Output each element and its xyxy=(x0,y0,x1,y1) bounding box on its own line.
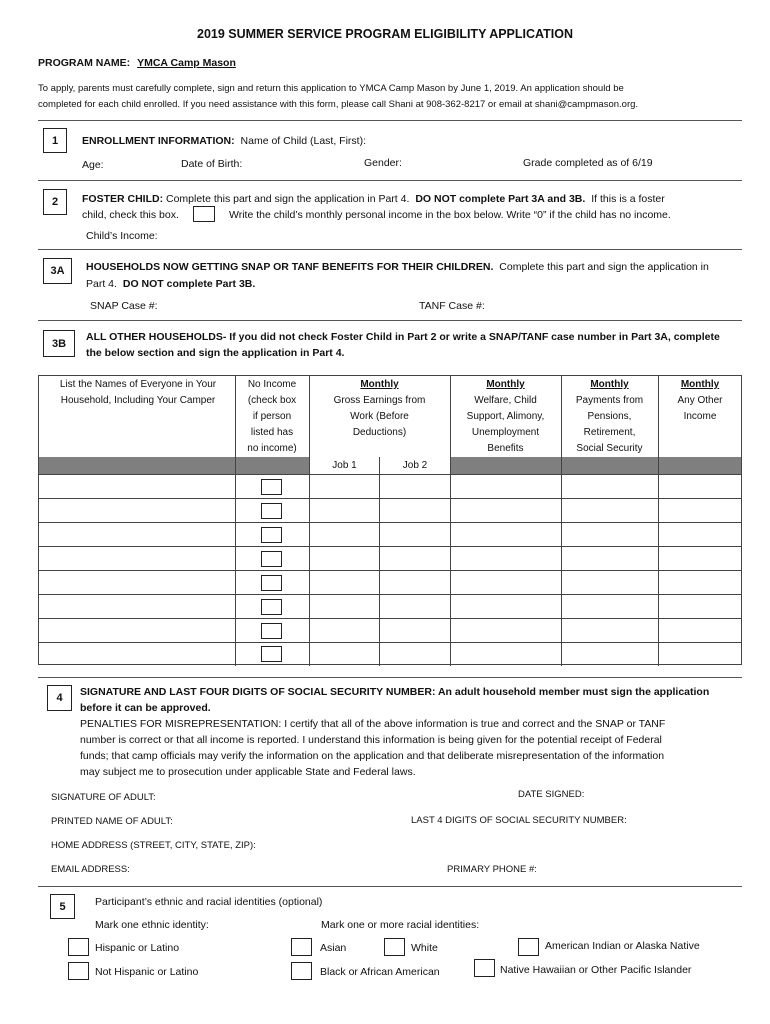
household-income-table xyxy=(38,375,742,665)
american-indian-checkbox[interactable] xyxy=(518,938,539,956)
header-title: Monthly xyxy=(360,379,399,390)
black-label: Black or African American xyxy=(320,966,440,978)
tanf-case-label[interactable]: TANF Case #: xyxy=(419,300,485,312)
header-pensions xyxy=(561,377,658,457)
no-income-checkbox[interactable] xyxy=(261,503,282,519)
header-text: if person xyxy=(252,411,292,422)
divider xyxy=(38,677,742,678)
section-4-heading-2: before it can be approved. xyxy=(80,702,211,714)
section-2-line-2a: child, check this box. xyxy=(82,209,179,221)
date-signed-label[interactable]: DATE SIGNED: xyxy=(518,789,585,800)
grade-label[interactable]: Grade completed as of 6/19 xyxy=(523,157,653,169)
no-income-checkbox[interactable] xyxy=(261,599,282,615)
header-text: No Income xyxy=(247,379,297,390)
section-3a-text: Complete this part and sign the application in xyxy=(499,261,709,273)
no-income-checkbox[interactable] xyxy=(261,551,282,567)
header-other-income xyxy=(658,377,742,425)
section-5-number: 5 xyxy=(50,894,75,919)
row-line xyxy=(39,594,741,595)
job-divider xyxy=(379,457,380,666)
ethnic-identity-label: Mark one ethnic identity: xyxy=(95,919,209,931)
header-text: Pensions, xyxy=(587,411,632,422)
form-title: 2019 SUMMER SERVICE PROGRAM ELIGIBILITY APPLICATION xyxy=(197,27,573,41)
asian-checkbox[interactable] xyxy=(291,938,312,956)
header-text: Benefits xyxy=(487,443,524,454)
header-welfare xyxy=(450,377,561,457)
header-gross-earnings xyxy=(309,377,450,441)
not-hispanic-label: Not Hispanic or Latino xyxy=(95,966,199,978)
section-2-line-2b: Write the child’s monthly personal income in the box below. Write “0” if the child has no income. xyxy=(229,209,671,221)
section-1-number: 1 xyxy=(43,128,67,153)
header-text: (check box xyxy=(247,395,297,406)
divider xyxy=(38,180,742,181)
header-text: listed has xyxy=(250,427,294,438)
row-line xyxy=(39,570,741,571)
no-income-checkbox[interactable] xyxy=(261,479,282,495)
header-text: Support, Alimony, xyxy=(466,411,545,422)
header-no-income xyxy=(235,377,309,457)
header-text: Income xyxy=(683,411,717,422)
header-names xyxy=(41,377,235,409)
divider xyxy=(38,249,742,250)
job-1-header: Job 1 xyxy=(310,457,379,474)
section-3a-line-2 xyxy=(86,276,255,292)
not-hispanic-checkbox[interactable] xyxy=(68,962,89,980)
american-indian-label: American Indian or Alaska Native xyxy=(545,940,700,952)
header-text: List the Names of Everyone in Your xyxy=(59,379,217,390)
divider xyxy=(38,120,742,121)
child-income-label[interactable]: Child’s Income: xyxy=(86,230,158,242)
section-3a-text-b: DO NOT complete Part 3B. xyxy=(122,278,256,290)
ssn-label[interactable]: LAST 4 DIGITS OF SOCIAL SECURITY NUMBER: xyxy=(411,815,627,826)
section-1-heading: ENROLLMENT INFORMATION: xyxy=(82,135,235,147)
header-text: Household, Including Your Camper xyxy=(60,395,216,406)
header-text: Welfare, Child xyxy=(474,395,537,406)
hispanic-checkbox[interactable] xyxy=(68,938,89,956)
section-3a-heading: HOUSEHOLDS NOW GETTING SNAP OR TANF BENEFITS FOR THEIR CHILDREN. xyxy=(86,261,494,273)
job-2-header: Job 2 xyxy=(380,457,450,474)
divider xyxy=(38,886,742,887)
header-title: Monthly xyxy=(680,379,720,390)
snap-case-label[interactable]: SNAP Case #: xyxy=(90,300,158,312)
signature-label[interactable]: SIGNATURE OF ADULT: xyxy=(51,792,156,803)
penalty-line-4: may subject me to prosecution under applicable State and Federal laws. xyxy=(80,766,416,778)
header-text: Payments from xyxy=(575,395,644,406)
intro-line-1: To apply, parents must carefully complete, sign and return this application to YMCA Camp Mason by June 1, 2019. An application should be xyxy=(38,83,624,94)
dob-label[interactable]: Date of Birth: xyxy=(181,158,243,170)
gender-label[interactable]: Gender: xyxy=(364,157,402,169)
section-3a-line-1 xyxy=(86,259,709,275)
program-name: YMCA Camp Mason xyxy=(137,57,236,69)
white-checkbox[interactable] xyxy=(384,938,405,956)
no-income-checkbox[interactable] xyxy=(261,575,282,591)
row-line xyxy=(39,522,741,523)
section-3a-number: 3A xyxy=(43,258,72,284)
row-line xyxy=(39,474,741,475)
header-text: Work (Before xyxy=(350,411,409,422)
section-2-text-a: Complete this part and sign the application in Part 4. xyxy=(166,193,410,205)
header-text: Gross Earnings from xyxy=(333,395,426,406)
row-line xyxy=(39,642,741,643)
header-text: no income) xyxy=(247,443,297,454)
no-income-checkbox[interactable] xyxy=(261,623,282,639)
primary-phone-label[interactable]: PRIMARY PHONE #: xyxy=(447,864,537,875)
header-text: Unemployment xyxy=(471,427,540,438)
section-3b-line-2: the below section and sign the application in Part 4. xyxy=(86,347,345,359)
row-line xyxy=(39,498,741,499)
section-3b-number: 3B xyxy=(43,330,75,357)
program-label: PROGRAM NAME: xyxy=(38,57,131,69)
header-text: Retirement, xyxy=(583,427,636,438)
hawaiian-checkbox[interactable] xyxy=(474,959,495,977)
penalty-line-3: funds; that camp officials may verify the information on the application and that deliberate misrepresentation of the information xyxy=(80,750,665,762)
foster-child-checkbox[interactable] xyxy=(193,206,215,222)
section-2-line-1 xyxy=(82,191,665,207)
child-name-label: Name of Child (Last, First): xyxy=(240,135,366,147)
black-checkbox[interactable] xyxy=(291,962,312,980)
section-4-heading-1: SIGNATURE AND LAST FOUR DIGITS OF SOCIAL SECURITY NUMBER: An adult household member must sign the application xyxy=(80,686,710,698)
header-text: Deductions) xyxy=(352,427,407,438)
hispanic-label: Hispanic or Latino xyxy=(95,942,180,954)
header-text: Any Other xyxy=(677,395,723,406)
section-5-heading: Participant’s ethnic and racial identities (optional) xyxy=(95,896,323,908)
white-label: White xyxy=(411,942,438,954)
section-3b-line-1: ALL OTHER HOUSEHOLDS- If you did not check Foster Child in Part 2 or write a SNAP/TANF case number in Part 3A, complete xyxy=(86,331,720,343)
racial-identity-label: Mark one or more racial identities: xyxy=(321,919,480,931)
section-2-text-c: If this is a foster xyxy=(591,193,665,205)
no-income-checkbox[interactable] xyxy=(261,527,282,543)
section-2-text-b: DO NOT complete Part 3A and 3B. xyxy=(415,193,586,205)
section-4-number: 4 xyxy=(47,685,72,711)
age-label[interactable]: Age: xyxy=(82,159,104,171)
section-2-heading: FOSTER CHILD: xyxy=(82,193,164,205)
asian-label: Asian xyxy=(320,942,347,954)
header-text: Social Security xyxy=(576,443,643,454)
divider xyxy=(38,320,742,321)
row-line xyxy=(39,618,741,619)
email-address-label[interactable]: EMAIL ADDRESS: xyxy=(51,864,130,875)
header-title: Monthly xyxy=(590,379,629,390)
program-line xyxy=(38,57,236,69)
penalty-line-2: number is correct or that all income is reported. I understand this information is being given for the potential receipt of Federal xyxy=(80,734,662,746)
home-address-label[interactable]: HOME ADDRESS (STREET, CITY, STATE, ZIP): xyxy=(51,840,256,851)
penalty-line-1: PENALTIES FOR MISREPRESENTATION: I certify that all of the above information is true and correct and the SNAP or TANF xyxy=(80,718,666,730)
row-line xyxy=(39,546,741,547)
hawaiian-label: Native Hawaiian or Other Pacific Islander xyxy=(500,964,692,976)
section-1-heading-line xyxy=(82,133,366,149)
printed-name-label[interactable]: PRINTED NAME OF ADULT: xyxy=(51,816,173,827)
header-title: Monthly xyxy=(486,379,525,390)
section-2-number: 2 xyxy=(43,189,67,215)
section-3a-text-a: Part 4. xyxy=(86,278,117,290)
intro-line-2: completed for each child enrolled. If you need assistance with this form, please call Shani at 908-362-8217 or email at shani@campmason.org. xyxy=(38,99,639,110)
no-income-checkbox[interactable] xyxy=(261,646,282,662)
